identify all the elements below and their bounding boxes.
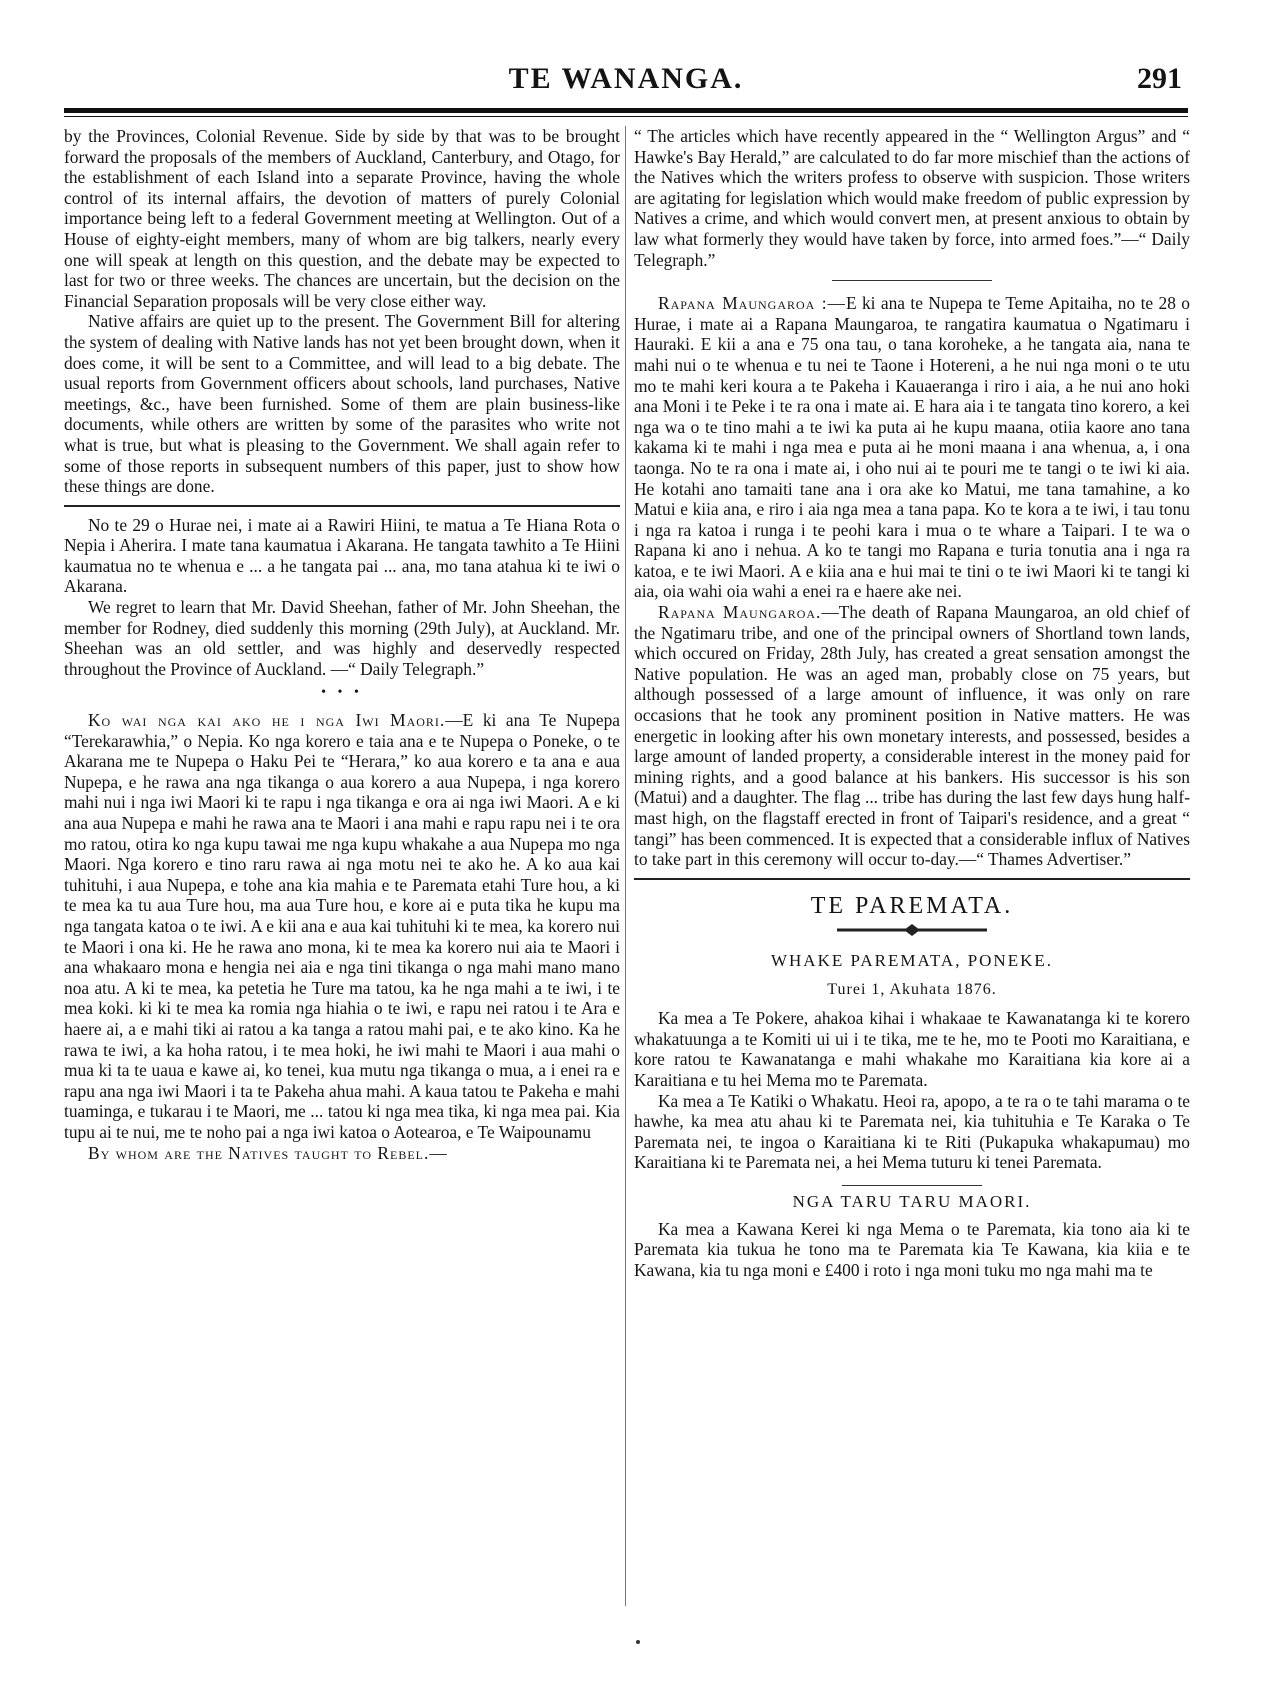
article-heading: By whom are the Natives taught to Rebel.— [88,1142,448,1163]
article-paragraph: Ka mea a Te Katiki o Whakatu. Heoi ra, apopo, a te ra o te tahi marama o te hawhe, ka mea atu ahau ki te Paremata nei, kia tuhituhia e Te Karaka o Te Paremata nei, te ingoa o Karaitiana ki te Riti (Pukapuka whakapumau) mo Karaitiana ki te Paremata nei, a hei Mema tuturu ki tenei Paremata. [634,1090,1190,1173]
section-subtitle: WHAKE PAREMATA, PONEKE. [770,950,1054,970]
newspaper-title: TE WANANGA. [508,62,744,95]
article-body: —The death of Rapana Maungaroa, an old chief of the Ngatimaru tribe, and one of the principal owners of Shortland town lands, which occured on Friday, 28th July, has created a great sensation amongst the Native population. He was an aged man, probably close on 75 years, but although possessed of a large amount of influence, it was only on rare occasions that he took any prominent position in Native matters. He was energetic in looking after his own monetary interests, and possessed, besides a large amount of landed property, a considerable interest in the money paid for mining rights, and a good balance at his bankers. His successor is his son (Matui) and a daughter. The flag ... tribe has during the last few days hung half-mast high, on the flagstaff erected in front of Taipari's residence, and a great “ tangi” has been commenced. It is expected that a considerable influx of Natives to take part in this ceremony will occur to-day.—“ Thames Advertiser.” [634,602,1190,870]
section-title: TE PAREMATA. [810,892,1014,919]
article-body: —E ki ana Te Nupepa “Terekarawhia,” o Nepia. Ko nga korero e taia ana e te Nupepa o Poneke, o te Akarana me te Nupepa o Haku Pei te “Herara,” ko aua korero e ta ana e aua Nupepa, e he rawa ana nga tikanga o aua korero a aua Nupepa, i nga korero mahi nui i nga iwi Maori ki te rapu i nga tikanga e ora ai nga iwi Maori. A e ki ana aua Nupepa e mahi he rawa ana te Maori i ana mahi e rapu rapu nei i te ora mo ratou, otira ko nga kupu tawai me nga kupu whakahe a aua Nupepa mo nga Maori. Nga korero e tino raru rawa ai nga motu nei te ako he. A ko aua kai tuhituhi, i aua Nupepa, e tohe ana kia mahia e te Paremata etahi Ture hou, a ki te mea ka tu aua Ture hou, ma aua Ture hou, e kore ai e puta tika he kupu ma nga tangata katoa o te iwi. A e kii ana e aua kai tuhituhi ki te mea, ka korero nui te Maori i ona ki. He he rawa ano mona, ki te mea ka korero nui aia te Maori i ana whakaaro mona e hengia nei aia e nga tini tikanga o nga mahi mano mano noa atu. A ki te mea, ka petetia he Ture ma tatou, ka he nga mahi a te iwi, i te mea koki. ki ki te mea ka romia nga hiahia o te iwi, e rapu nei ratou i te Ara e haere ai, a e mahi tiki ai ratou a ka tanga a ratou mahi pai, e te ako kino. Ka he rawa te iwi, a ka hoha ratou, i te mea hoki, he iwi mahi te Maori i aua mahi o mua ki ta te uaua e kawe ai, ko tenei, kua mutu nga tikanga o mua, a i enei ra e rapu ana nga iwi Maori i ta te Pakeha ahua mahi. A kaua tatou te Pakeha e mahi tuaminga, e tukarau i te Maori, me ... tatou ki nga mea tika, ki nga mea pai. Kia tupu ai te nui, me te noho pai a nga iwi katoa o Aotearoa, e Te Waipounamu [64,710,620,1142]
section-rule [634,878,1190,880]
page-number: 291 [1137,62,1182,95]
article-paragraph: by the Provinces, Colonial Revenue. Side by side by that was to be brought forward the proposals of the members of Auckland, Canterbury, and Otago, for the establishment of each Island into a separate Province, having the whole control of its internal affairs, the devotion of matters of purely Colonial importance being left to a federal Government meeting at Wellington. Out of a House of eighty-eight members, many of whom are big talkers, nearly every one will speak at length on this question, and the debate may be expected to last for two or three weeks. The chances are uncertain, but the decision on the Financial Separation proposals will be very close either way. [64,126,620,311]
subsection-rule [842,1185,982,1186]
section-rule [832,280,992,281]
right-column [634,126,1190,1280]
print-speck [636,1640,640,1644]
article-paragraph: Ka mea a Te Pokere, ahakoa kihai i whakaae te Kawanatanga ki te korero whakatuunga a te Komiti ui ui i te tika, me te he, mo te Pooti mo Karaitiana, e kore ratou te Kawanatanga e mahi whakahe mo Karaitiana kia kore ai a Karaitiana e tu hei Mema mo te Paremata. [634,1008,1190,1090]
diamond-rule [634,920,1190,941]
article-paragraph [634,293,1190,602]
quoted-article: “ The articles which have recently appeared in the “ Wellington Argus” and “ Hawke's Bay Herald,” are calculated to do far more mischief than the actions of the Natives which the writers profess to observe with suspicion. Those writers are agitating for legislation which would make freedom of public expression by Natives a crime, and which would convert men, at present anxious to obtain by law what formerly they would have taken by force, into armed foes.”—“ Daily Telegraph.” [634,126,1190,270]
column-divider [625,126,626,1606]
separator-dots: • • • [321,685,363,701]
section-rule [64,505,620,507]
article-paragraph [64,710,620,1142]
subsection-title [634,1185,1190,1213]
article-paragraph [634,602,1190,870]
header-rule-thick [64,108,1188,113]
article-paragraph: Ka mea a Kawana Kerei ki nga Mema o te Paremata, kia tono aia ki te Paremata kia tukua he tono ma te Paremata kia Te Kawana, kia kiia e te Kawana, kia tu nga moni e £400 i roto i nga moni tuku mo nga mahi ma te [634,1218,1190,1280]
left-column [64,126,620,1163]
article-heading: Rapana Maungaroa :— [658,293,846,314]
article-body: E ki ana te Nupepa te Teme Apitaiha, no te 28 o Hurae, i mate ai a Rapana Maungaroa, te rangatira kaumatua o Ngatimaru i Hauraki. E kii a ana e 75 ona tau, o tana koroheke, a he tangata aia, nana te mahi nui o te whenua e tu nei te Taone i Hotereni, a he nui nga moni o te utu mo te mahi keri koura a te Pakeha i Kauaeranga i riro i aia, a he nui ano hoki ana Moni i te Peke i te ra ona i mate ai. E hara aia i te tangata tino korero, a kei nga wa o te tino mahi a te iwi ka puta ai he kupu maana, otiia kaore ano tana kakama ki te mahi i nga mea e puta ai he moni maana i ana whenua, a, i ona taonga. No te ra ona i mate ai, i oho nui ai te pouri me te tangi o te iwi ki aia. He kotahi ano tamaiti tane ana i ora ake ko Matui, me tana tamahine, a ko Matui e kiia ana, e riro i aia nga mea a tana papa. Ko te kora a te iwi, i tau tonu i nga ra katoa i runga i te peohi kara i mua o te whare a Taipari. I te wa o Rapana ki ano i nehua. A ko te tangi mo Rapana e turia tonutia ana i nga ra katoa, e te iwi Maori. A e kiia ana e hui mai te tini o te iwi Maori ki te tangi ki aia, oia wahi oia wahi a enei ra e haere ake nei. [634,293,1190,602]
subsection-title-text: NGA TARU TARU MAORI. [792,1191,1032,1211]
news-item-english: We regret to learn that Mr. David Sheehan, father of Mr. John Sheehan, the member for Rodney, died suddenly this morning (29th July), at Auckland. Mr. Sheehan was an old settler, and was highly and deservedly respected throughout the Province of Auckland. —“ Daily Telegraph.” [64,597,620,679]
section-date: Turei 1, Akuhata 1876. [827,980,997,998]
news-item-maori: No te 29 o Hurae nei, i mate ai a Rawiri Hiini, te matua a Te Hiana Rota o Nepia i Aherira. I mate tana kaumatua i Akarana. He tangata tawhito a Te Hiini kaumatua no te whenua e ... a he tangata pai ... ana, mo tana atahua ki te iwi o Akarana. [64,514,620,597]
article-heading: Ko wai nga kai ako he i nga Iwi Maori. [88,710,446,731]
article-paragraph: Native affairs are quiet up to the present. The Government Bill for altering the system of dealing with Native lands has not yet been brought down, when it does come, it will be sent to a Committee, and will lead to a big debate. The usual reports from Government officers about schools, land purchases, Native meetings, &c., have been furnished. Some of them are plain business-like documents, while others are written by some of the parasites who write not what is true, but what is pleasing to the Government. We shall again refer to some of those reports in subsequent numbers of this paper, just to show how these things are done. [64,311,620,497]
article-heading: Rapana Maungaroa. [658,602,822,623]
page-header [64,62,1188,104]
header-rule-thin [64,116,1188,117]
diamond-ornament-icon [837,924,987,936]
